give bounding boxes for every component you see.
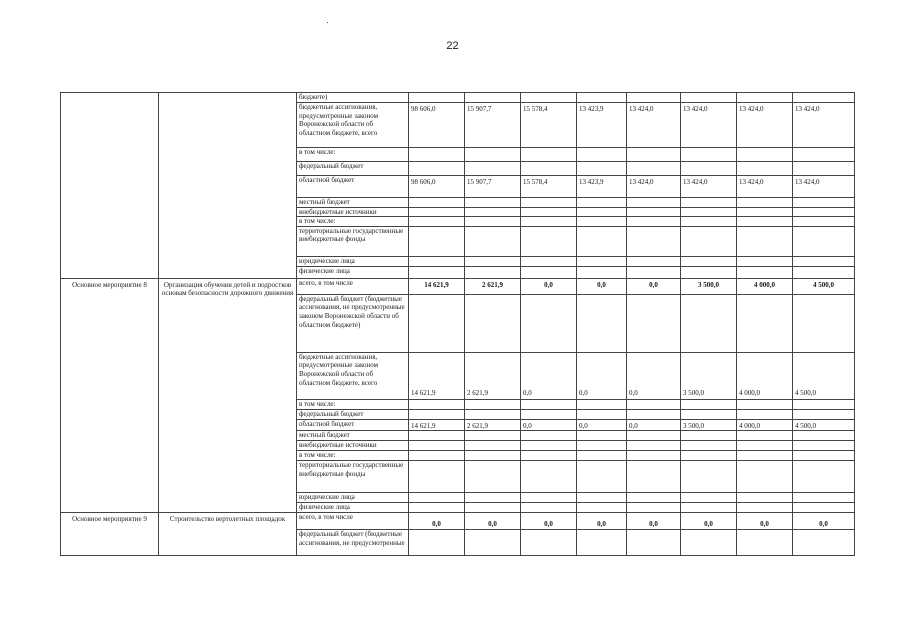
value-cell	[521, 162, 577, 176]
value-cell	[681, 217, 737, 227]
value-cell	[521, 461, 577, 493]
value-cell	[409, 399, 465, 409]
value-cell	[465, 409, 521, 419]
value-cell: 13 424,0	[793, 103, 855, 148]
measure-cell	[61, 93, 159, 279]
value-cell	[793, 294, 855, 352]
value-cell	[793, 493, 855, 503]
value-cell: 15 907,7	[465, 103, 521, 148]
value-cell	[521, 217, 577, 227]
value-cell	[793, 207, 855, 217]
value-cell	[737, 431, 793, 441]
value-cell: 0,0	[521, 513, 577, 530]
value-cell: 4 500,0	[793, 278, 855, 294]
value-cell: 13 424,0	[627, 103, 681, 148]
value-cell	[737, 503, 793, 513]
value-cell	[577, 217, 627, 227]
value-cell	[465, 461, 521, 493]
page-number: 22	[446, 40, 459, 52]
value-cell	[737, 217, 793, 227]
value-cell	[793, 217, 855, 227]
value-cell	[577, 93, 627, 103]
value-cell: 13 423,9	[577, 176, 627, 198]
value-cell	[627, 409, 681, 419]
value-cell	[465, 198, 521, 208]
value-cell	[521, 266, 577, 278]
value-cell	[465, 226, 521, 256]
source-label: внебюджетные источники	[297, 207, 409, 217]
value-cell	[737, 93, 793, 103]
value-cell: 0,0	[627, 278, 681, 294]
value-cell	[681, 503, 737, 513]
value-cell	[465, 162, 521, 176]
value-cell	[793, 431, 855, 441]
value-cell	[737, 399, 793, 409]
value-cell	[577, 207, 627, 217]
value-cell: 13 424,0	[681, 176, 737, 198]
value-cell	[681, 266, 737, 278]
value-cell	[577, 198, 627, 208]
value-cell	[737, 461, 793, 493]
value-cell	[737, 451, 793, 461]
value-cell: 4 000,0	[737, 278, 793, 294]
source-label: всего, в том числе	[297, 278, 409, 294]
value-cell	[627, 441, 681, 451]
value-cell	[681, 162, 737, 176]
value-cell	[409, 441, 465, 451]
value-cell: 13 424,0	[737, 176, 793, 198]
source-label: физические лица	[297, 503, 409, 513]
value-cell	[681, 461, 737, 493]
value-cell: 0,0	[577, 352, 627, 399]
value-cell: 13 424,0	[737, 103, 793, 148]
value-cell	[465, 503, 521, 513]
value-cell	[737, 256, 793, 266]
value-cell	[681, 148, 737, 162]
value-cell: 13 424,0	[793, 176, 855, 198]
value-cell: 3 500,0	[681, 352, 737, 399]
value-cell	[465, 493, 521, 503]
value-cell: 15 907,7	[465, 176, 521, 198]
value-cell	[627, 461, 681, 493]
value-cell	[521, 441, 577, 451]
value-cell	[737, 198, 793, 208]
value-cell	[577, 441, 627, 451]
value-cell	[465, 530, 521, 556]
value-cell	[577, 162, 627, 176]
value-cell	[737, 409, 793, 419]
value-cell: 2 621,9	[465, 278, 521, 294]
value-cell: 14 621,9	[409, 278, 465, 294]
value-cell	[409, 294, 465, 352]
value-cell	[737, 207, 793, 217]
value-cell	[409, 409, 465, 419]
value-cell: 14 621,9	[409, 419, 465, 431]
value-cell	[409, 207, 465, 217]
value-cell	[521, 409, 577, 419]
value-cell	[627, 226, 681, 256]
value-cell	[409, 217, 465, 227]
value-cell	[521, 93, 577, 103]
source-label: федеральный бюджет	[297, 409, 409, 419]
value-cell	[627, 266, 681, 278]
source-label: федеральный бюджет (бюджетные ассигнования, не предусмотренные законом Воронежской области об областном бюджете)	[297, 294, 409, 352]
value-cell	[465, 399, 521, 409]
value-cell: 2 621,9	[465, 352, 521, 399]
value-cell	[577, 451, 627, 461]
value-cell: 0,0	[521, 278, 577, 294]
value-cell: 0,0	[409, 513, 465, 530]
value-cell	[465, 431, 521, 441]
value-cell	[409, 162, 465, 176]
value-cell	[793, 148, 855, 162]
source-label: федеральный бюджет	[297, 162, 409, 176]
value-cell	[577, 256, 627, 266]
value-cell	[465, 451, 521, 461]
value-cell	[521, 207, 577, 217]
value-cell	[793, 399, 855, 409]
value-cell: 0,0	[577, 419, 627, 431]
value-cell	[577, 266, 627, 278]
description-cell	[159, 93, 297, 279]
value-cell: 4 500,0	[793, 352, 855, 399]
value-cell	[627, 256, 681, 266]
value-cell: 3 500,0	[681, 419, 737, 431]
value-cell	[521, 530, 577, 556]
value-cell: 15 578,4	[521, 103, 577, 148]
value-cell	[793, 409, 855, 419]
value-cell	[465, 441, 521, 451]
value-cell: 0,0	[521, 352, 577, 399]
value-cell: 4 000,0	[737, 352, 793, 399]
value-cell	[409, 530, 465, 556]
value-cell	[793, 441, 855, 451]
value-cell	[681, 409, 737, 419]
value-cell: 0,0	[627, 513, 681, 530]
description-cell: Строительство вертолетных площадок	[159, 513, 297, 556]
value-cell	[577, 409, 627, 419]
value-cell	[627, 162, 681, 176]
value-cell	[521, 198, 577, 208]
value-cell	[627, 493, 681, 503]
value-cell	[409, 503, 465, 513]
source-label: федеральный бюджет (бюджетные ассигнования, не предусмотренные	[297, 530, 409, 556]
value-cell	[681, 441, 737, 451]
source-label: областной бюджет	[297, 176, 409, 198]
source-label: местный бюджет	[297, 198, 409, 208]
value-cell: 0,0	[627, 352, 681, 399]
value-cell	[793, 503, 855, 513]
value-cell	[577, 294, 627, 352]
value-cell	[409, 148, 465, 162]
value-cell: 13 424,0	[627, 176, 681, 198]
value-cell	[409, 93, 465, 103]
value-cell	[465, 294, 521, 352]
source-label: в том числе:	[297, 217, 409, 227]
value-cell	[627, 399, 681, 409]
scan-speck	[327, 22, 328, 23]
source-label: областной бюджет	[297, 419, 409, 431]
value-cell: 15 578,4	[521, 176, 577, 198]
value-cell	[521, 148, 577, 162]
value-cell	[627, 503, 681, 513]
value-cell: 0,0	[521, 419, 577, 431]
value-cell	[681, 294, 737, 352]
value-cell: 14 621,9	[409, 352, 465, 399]
source-label: бюджетные ассигнования, предусмотренные законом Воронежской области об областном бюджете, всего	[297, 103, 409, 148]
value-cell	[793, 198, 855, 208]
value-cell	[681, 198, 737, 208]
value-cell: 2 621,9	[465, 419, 521, 431]
value-cell	[681, 226, 737, 256]
source-label: бюджете)	[297, 93, 409, 103]
value-cell	[681, 431, 737, 441]
description-cell: Организация обучения детей и подростков основам безопасности дорожного движения	[159, 278, 297, 513]
value-cell	[521, 399, 577, 409]
value-cell	[737, 441, 793, 451]
value-cell	[409, 226, 465, 256]
value-cell	[681, 399, 737, 409]
source-label: в том числе:	[297, 451, 409, 461]
value-cell	[627, 217, 681, 227]
value-cell: 4 000,0	[737, 419, 793, 431]
value-cell	[681, 451, 737, 461]
value-cell	[737, 493, 793, 503]
value-cell	[465, 217, 521, 227]
value-cell	[521, 493, 577, 503]
value-cell	[627, 451, 681, 461]
value-cell	[521, 503, 577, 513]
value-cell	[737, 162, 793, 176]
table-body	[61, 93, 855, 556]
value-cell	[737, 530, 793, 556]
value-cell	[577, 503, 627, 513]
value-cell	[627, 207, 681, 217]
table-row	[61, 93, 855, 103]
value-cell	[465, 266, 521, 278]
source-label: местный бюджет	[297, 431, 409, 441]
value-cell	[409, 198, 465, 208]
value-cell	[737, 294, 793, 352]
value-cell: 0,0	[627, 419, 681, 431]
value-cell	[627, 148, 681, 162]
value-cell	[681, 256, 737, 266]
measure-cell: Основное мероприятие 9	[61, 513, 159, 556]
value-cell: 0,0	[577, 513, 627, 530]
value-cell: 0,0	[577, 278, 627, 294]
value-cell	[793, 226, 855, 256]
value-cell	[465, 93, 521, 103]
source-label: территориальные государственные внебюджетные фонды	[297, 226, 409, 256]
value-cell	[627, 431, 681, 441]
source-label: юридические лица	[297, 493, 409, 503]
value-cell	[627, 93, 681, 103]
value-cell	[577, 493, 627, 503]
value-cell	[793, 451, 855, 461]
value-cell: 0,0	[465, 513, 521, 530]
value-cell	[793, 162, 855, 176]
value-cell: 0,0	[681, 513, 737, 530]
value-cell	[521, 294, 577, 352]
value-cell	[681, 493, 737, 503]
value-cell: 13 423,9	[577, 103, 627, 148]
value-cell	[577, 530, 627, 556]
value-cell	[737, 148, 793, 162]
budget-table	[60, 92, 855, 556]
value-cell	[577, 226, 627, 256]
value-cell	[521, 256, 577, 266]
source-label: в том числе:	[297, 399, 409, 409]
value-cell	[409, 431, 465, 441]
value-cell	[465, 207, 521, 217]
source-label: территориальные государственные внебюджетные фонды	[297, 461, 409, 493]
value-cell	[409, 493, 465, 503]
value-cell	[409, 266, 465, 278]
value-cell	[409, 461, 465, 493]
value-cell	[577, 461, 627, 493]
value-cell	[627, 530, 681, 556]
source-label: юридические лица	[297, 256, 409, 266]
source-label: внебюджетные источники	[297, 441, 409, 451]
value-cell	[793, 530, 855, 556]
value-cell	[627, 198, 681, 208]
source-label: всего, в том числе	[297, 513, 409, 530]
value-cell	[521, 431, 577, 441]
value-cell	[409, 451, 465, 461]
value-cell	[793, 93, 855, 103]
value-cell	[577, 399, 627, 409]
value-cell: 4 500,0	[793, 419, 855, 431]
value-cell	[465, 256, 521, 266]
value-cell	[793, 461, 855, 493]
value-cell: 0,0	[793, 513, 855, 530]
source-label: в том числе:	[297, 148, 409, 162]
value-cell	[737, 266, 793, 278]
value-cell	[577, 431, 627, 441]
value-cell	[577, 148, 627, 162]
value-cell: 98 606,0	[409, 176, 465, 198]
source-label: бюджетные ассигнования, предусмотренные законом Воронежской области об областном бюджете, всего	[297, 352, 409, 399]
value-cell	[521, 226, 577, 256]
value-cell	[681, 530, 737, 556]
value-cell	[465, 148, 521, 162]
value-cell	[793, 266, 855, 278]
source-label: физические лица	[297, 266, 409, 278]
value-cell	[409, 256, 465, 266]
value-cell	[521, 451, 577, 461]
table-row	[61, 278, 855, 294]
value-cell: 98 606,0	[409, 103, 465, 148]
value-cell: 0,0	[737, 513, 793, 530]
value-cell	[793, 256, 855, 266]
value-cell	[627, 294, 681, 352]
value-cell	[737, 226, 793, 256]
value-cell	[681, 93, 737, 103]
value-cell: 3 500,0	[681, 278, 737, 294]
table-row	[61, 513, 855, 530]
value-cell: 13 424,0	[681, 103, 737, 148]
value-cell	[681, 207, 737, 217]
measure-cell: Основное мероприятие 8	[61, 278, 159, 513]
